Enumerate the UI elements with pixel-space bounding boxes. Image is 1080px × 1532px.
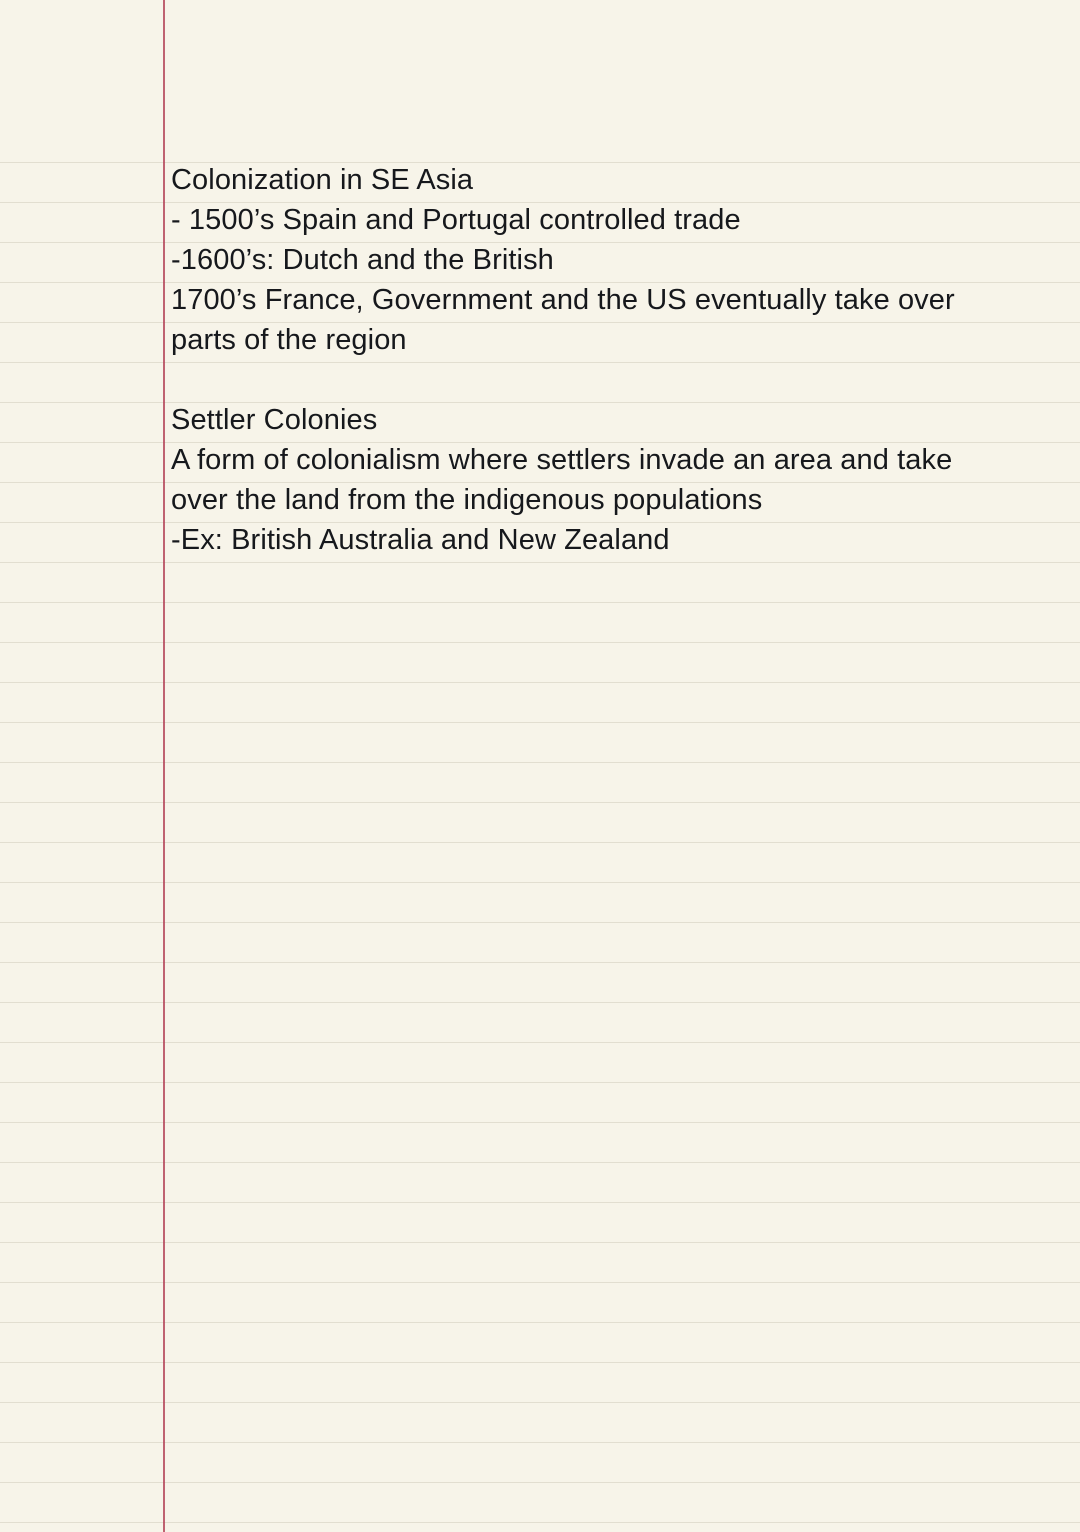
ruled-line [0,1442,1080,1443]
ruled-line [0,642,1080,643]
ruled-line [0,1522,1080,1523]
ruled-line [0,1362,1080,1363]
ruled-line [0,802,1080,803]
ruled-line [0,722,1080,723]
note-line: over the land from the indigenous populations [171,484,763,516]
ruled-line [0,1162,1080,1163]
ruled-line [0,842,1080,843]
section-heading: Settler Colonies [171,404,378,436]
ruled-line [0,1402,1080,1403]
ruled-line [0,562,1080,563]
note-line: -Ex: British Australia and New Zealand [171,524,670,556]
note-line: -1600’s: Dutch and the British [171,244,554,276]
ruled-line [0,1482,1080,1483]
ruled-line [0,922,1080,923]
ruled-line [0,1202,1080,1203]
ruled-line [0,762,1080,763]
ruled-line [0,1042,1080,1043]
ruled-line [0,1282,1080,1283]
spacer-line [171,360,1076,400]
ruled-line [0,1122,1080,1123]
note-line: - 1500’s Spain and Portugal controlled trade [171,204,741,236]
note-line: A form of colonialism where settlers invade an area and take [171,444,953,476]
ruled-line [0,682,1080,683]
note-line: 1700’s France, Government and the US eventually take over [171,284,955,316]
ruled-line [0,962,1080,963]
ruled-line [0,1002,1080,1003]
red-margin-line [163,0,165,1532]
note-line: parts of the region [171,324,407,356]
ruled-line [0,1082,1080,1083]
ruled-line [0,1322,1080,1323]
ruled-line [0,602,1080,603]
ruled-line [0,1242,1080,1243]
ruled-line [0,882,1080,883]
handwritten-notes-content [171,160,1076,560]
section-heading: Colonization in SE Asia [171,164,474,196]
